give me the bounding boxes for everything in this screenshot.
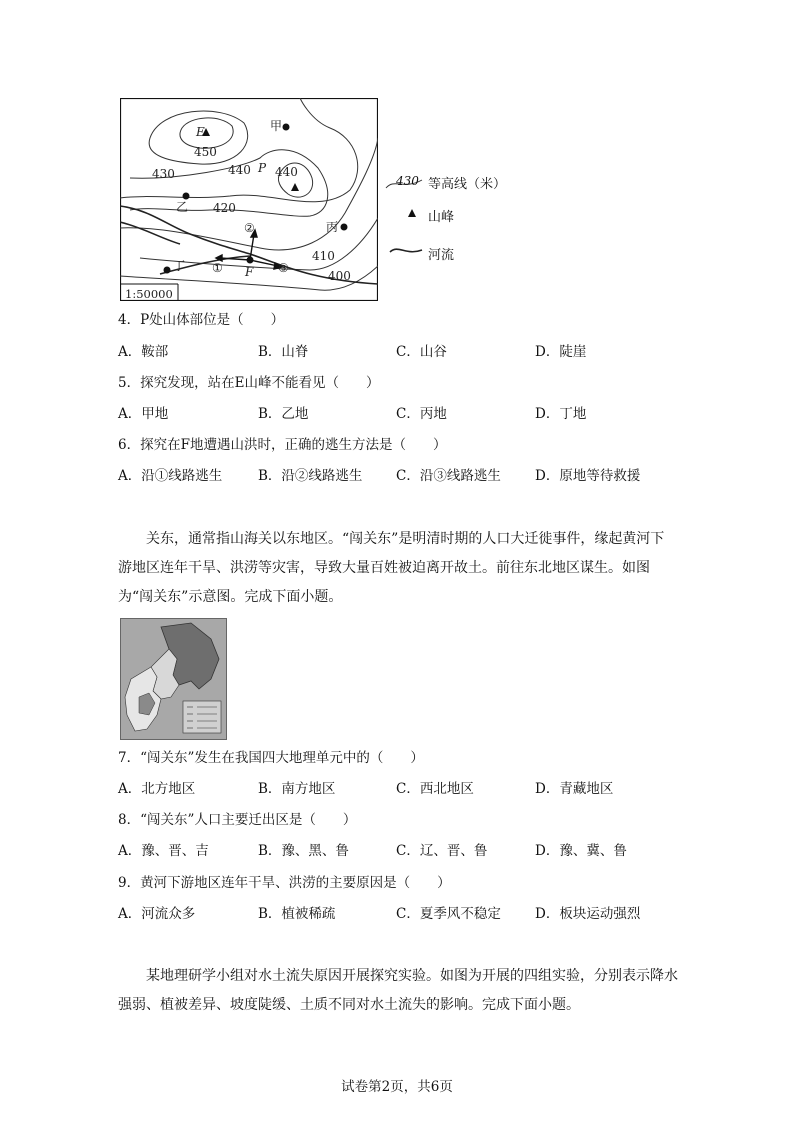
q6-option-d[interactable]: D．原地等待救援 xyxy=(535,468,641,484)
q4-option-a[interactable]: A．鞍部 xyxy=(118,344,169,360)
label-F: F xyxy=(245,265,254,279)
q5-option-a[interactable]: A．甲地 xyxy=(118,406,169,422)
passage-chuang-guandong: 关东，通常指山海关以东地区。“闯关东”是明清时期的人口大迁徙事件，缘起黄河下游地区连年干旱、洪涝等灾害，导致大量百姓被迫离开故土。前往东北地区谋生。如图为“闯关东”示意图。完成下面小题。 xyxy=(118,531,665,605)
contour-label-410: 410 xyxy=(312,249,335,263)
question-4: 4．P处山体部位是（ ） xyxy=(118,312,285,328)
label-yi: 乙 xyxy=(176,200,189,214)
contour-label-440b: 440 xyxy=(275,165,298,179)
q4-option-c[interactable]: C．山谷 xyxy=(396,344,447,360)
point-yi-dot xyxy=(183,193,190,200)
passage-soil-erosion: 某地理研学小组对水土流失原因开展探究实验。如图为开展的四组实验，分别表示降水强弱、植被差异、坡度陡缓、土质不同对水土流失的影响。完成下面小题。 xyxy=(118,968,678,1013)
label-P: P xyxy=(258,161,267,175)
route-label-3: ③ xyxy=(278,261,289,275)
route-label-2: ② xyxy=(244,221,255,235)
contour-label-440a: 440 xyxy=(228,163,251,177)
q8-option-d[interactable]: D．豫、冀、鲁 xyxy=(535,843,627,859)
question-6: 6．探究在F地遭遇山洪时，正确的逃生方法是（ ） xyxy=(118,437,447,453)
question-9: 9．黄河下游地区连年干旱、洪涝的主要原因是（ ） xyxy=(118,875,451,891)
contour-map-svg xyxy=(120,98,378,301)
q7-option-c[interactable]: C．西北地区 xyxy=(396,781,474,797)
q9-option-b[interactable]: B．植被稀疏 xyxy=(258,906,336,922)
point-bing-dot xyxy=(341,224,348,231)
contour-label-420: 420 xyxy=(213,201,236,215)
q5-option-d[interactable]: D．丁地 xyxy=(535,406,587,422)
question-8: 8．“闯关东”人口主要迁出区是（ ） xyxy=(118,812,357,828)
q5-option-b[interactable]: B．乙地 xyxy=(258,406,309,422)
q9-option-d[interactable]: D．板块运动强烈 xyxy=(535,906,641,922)
question-7: 7．“闯关东”发生在我国四大地理单元中的（ ） xyxy=(118,750,424,766)
question-5: 5．探究发现，站在E山峰不能看见（ ） xyxy=(118,375,380,391)
q7-option-d[interactable]: D．青藏地区 xyxy=(535,781,614,797)
contour-label-400: 400 xyxy=(328,269,351,283)
contour-label-450: 450 xyxy=(194,145,217,159)
contour-label-430: 430 xyxy=(152,167,175,181)
map-legend xyxy=(384,170,534,270)
legend-river-label: 河流 xyxy=(428,248,455,263)
label-jia: 甲 xyxy=(270,119,283,133)
legend-contour-value: 430 xyxy=(396,174,419,188)
legend-peak-label: 山峰 xyxy=(428,210,455,225)
page-footer: 试卷第2页，共6页 xyxy=(341,1079,453,1095)
q6-option-a[interactable]: A．沿①线路逃生 xyxy=(118,468,223,484)
q6-option-b[interactable]: B．沿②线路逃生 xyxy=(258,468,363,484)
q9-option-a[interactable]: A．河流众多 xyxy=(118,906,196,922)
q6-option-c[interactable]: C．沿③线路逃生 xyxy=(396,468,501,484)
label-bing: 丙 xyxy=(326,220,339,234)
q4-option-d[interactable]: D．陡崖 xyxy=(535,344,587,360)
q5-option-c[interactable]: C．丙地 xyxy=(396,406,447,422)
route-label-1: ① xyxy=(212,261,223,275)
q4-option-b[interactable]: B．山脊 xyxy=(258,344,309,360)
topographic-map xyxy=(120,98,378,301)
river-legend-icon xyxy=(388,244,424,256)
label-E: E xyxy=(196,125,205,139)
q7-option-b[interactable]: B．南方地区 xyxy=(258,781,336,797)
q7-option-a[interactable]: A．北方地区 xyxy=(118,781,196,797)
point-jia-dot xyxy=(283,124,290,131)
q8-option-c[interactable]: C．辽、晋、鲁 xyxy=(396,843,488,859)
legend-contour-label: 等高线（米） xyxy=(428,177,507,192)
q9-option-c[interactable]: C．夏季风不稳定 xyxy=(396,906,501,922)
label-ding: 丁 xyxy=(173,259,186,273)
peak-legend-icon xyxy=(408,209,416,217)
scale-label: 1:50000 xyxy=(125,287,173,301)
q8-option-b[interactable]: B．豫、黑、鲁 xyxy=(258,843,349,859)
q8-option-a[interactable]: A．豫、晋、吉 xyxy=(118,843,209,859)
point-ding-dot xyxy=(164,267,171,274)
chuang-guandong-map-image xyxy=(120,618,227,740)
